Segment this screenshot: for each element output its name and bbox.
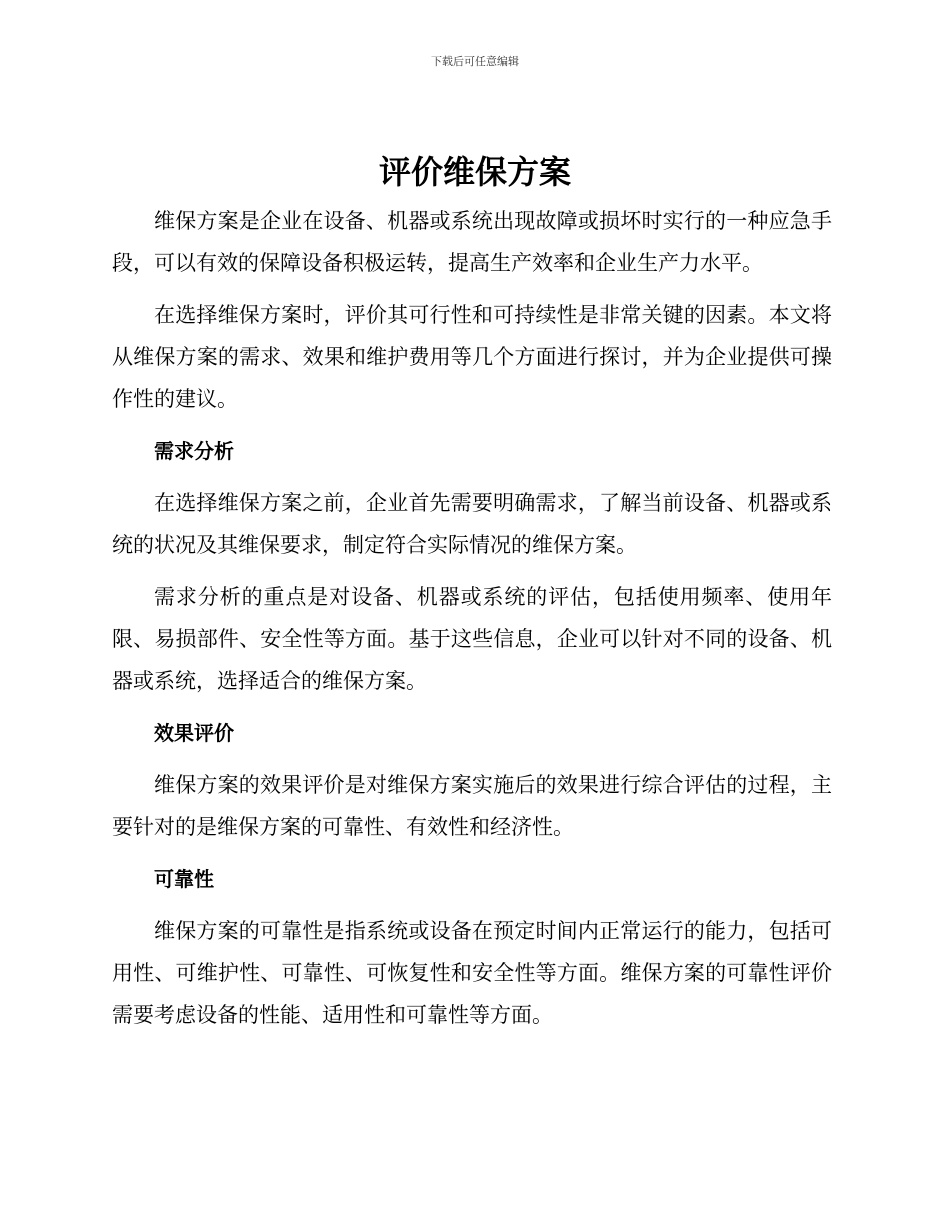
document-body [112,200,832,1046]
paragraph-purpose: 在选择维保方案时，评价其可行性和可持续性是非常关键的因素。本文将从维保方案的需求、效果和维护费用等几个方面进行探讨，并为企业提供可操作性的建议。 [112,303,832,411]
page-header-note: 下载后可任意编辑 [431,55,519,68]
section-heading-reliability: 可靠性 [154,867,214,891]
document-title: 评价维保方案 [378,153,571,191]
paragraph-intro: 维保方案是企业在设备、机器或系统出现故障或损坏时实行的一种应急手段，可以有效的保障设备积极运转，提高生产效率和企业生产力水平。 [112,209,832,275]
paragraph-effect: 维保方案的效果评价是对维保方案实施后的效果进行综合评估的过程，主要针对的是维保方案的可靠性、有效性和经济性。 [112,773,832,839]
paragraph-needs-1: 在选择维保方案之前，企业首先需要明确需求，了解当前设备、机器或系统的状况及其维保要求，制定符合实际情况的维保方案。 [112,491,832,557]
paragraph-needs-2: 需求分析的重点是对设备、机器或系统的评估，包括使用频率、使用年限、易损部件、安全性等方面。基于这些信息，企业可以针对不同的设备、机器或系统，选择适合的维保方案。 [112,585,832,693]
paragraph-reliability: 维保方案的可靠性是指系统或设备在预定时间内正常运行的能力，包括可用性、可维护性、可靠性、可恢复性和安全性等方面。维保方案的可靠性评价需要考虑设备的性能、适用性和可靠性等方面。 [112,919,832,1027]
section-heading-needs-analysis: 需求分析 [154,439,234,463]
section-heading-effect-evaluation: 效果评价 [154,721,234,745]
